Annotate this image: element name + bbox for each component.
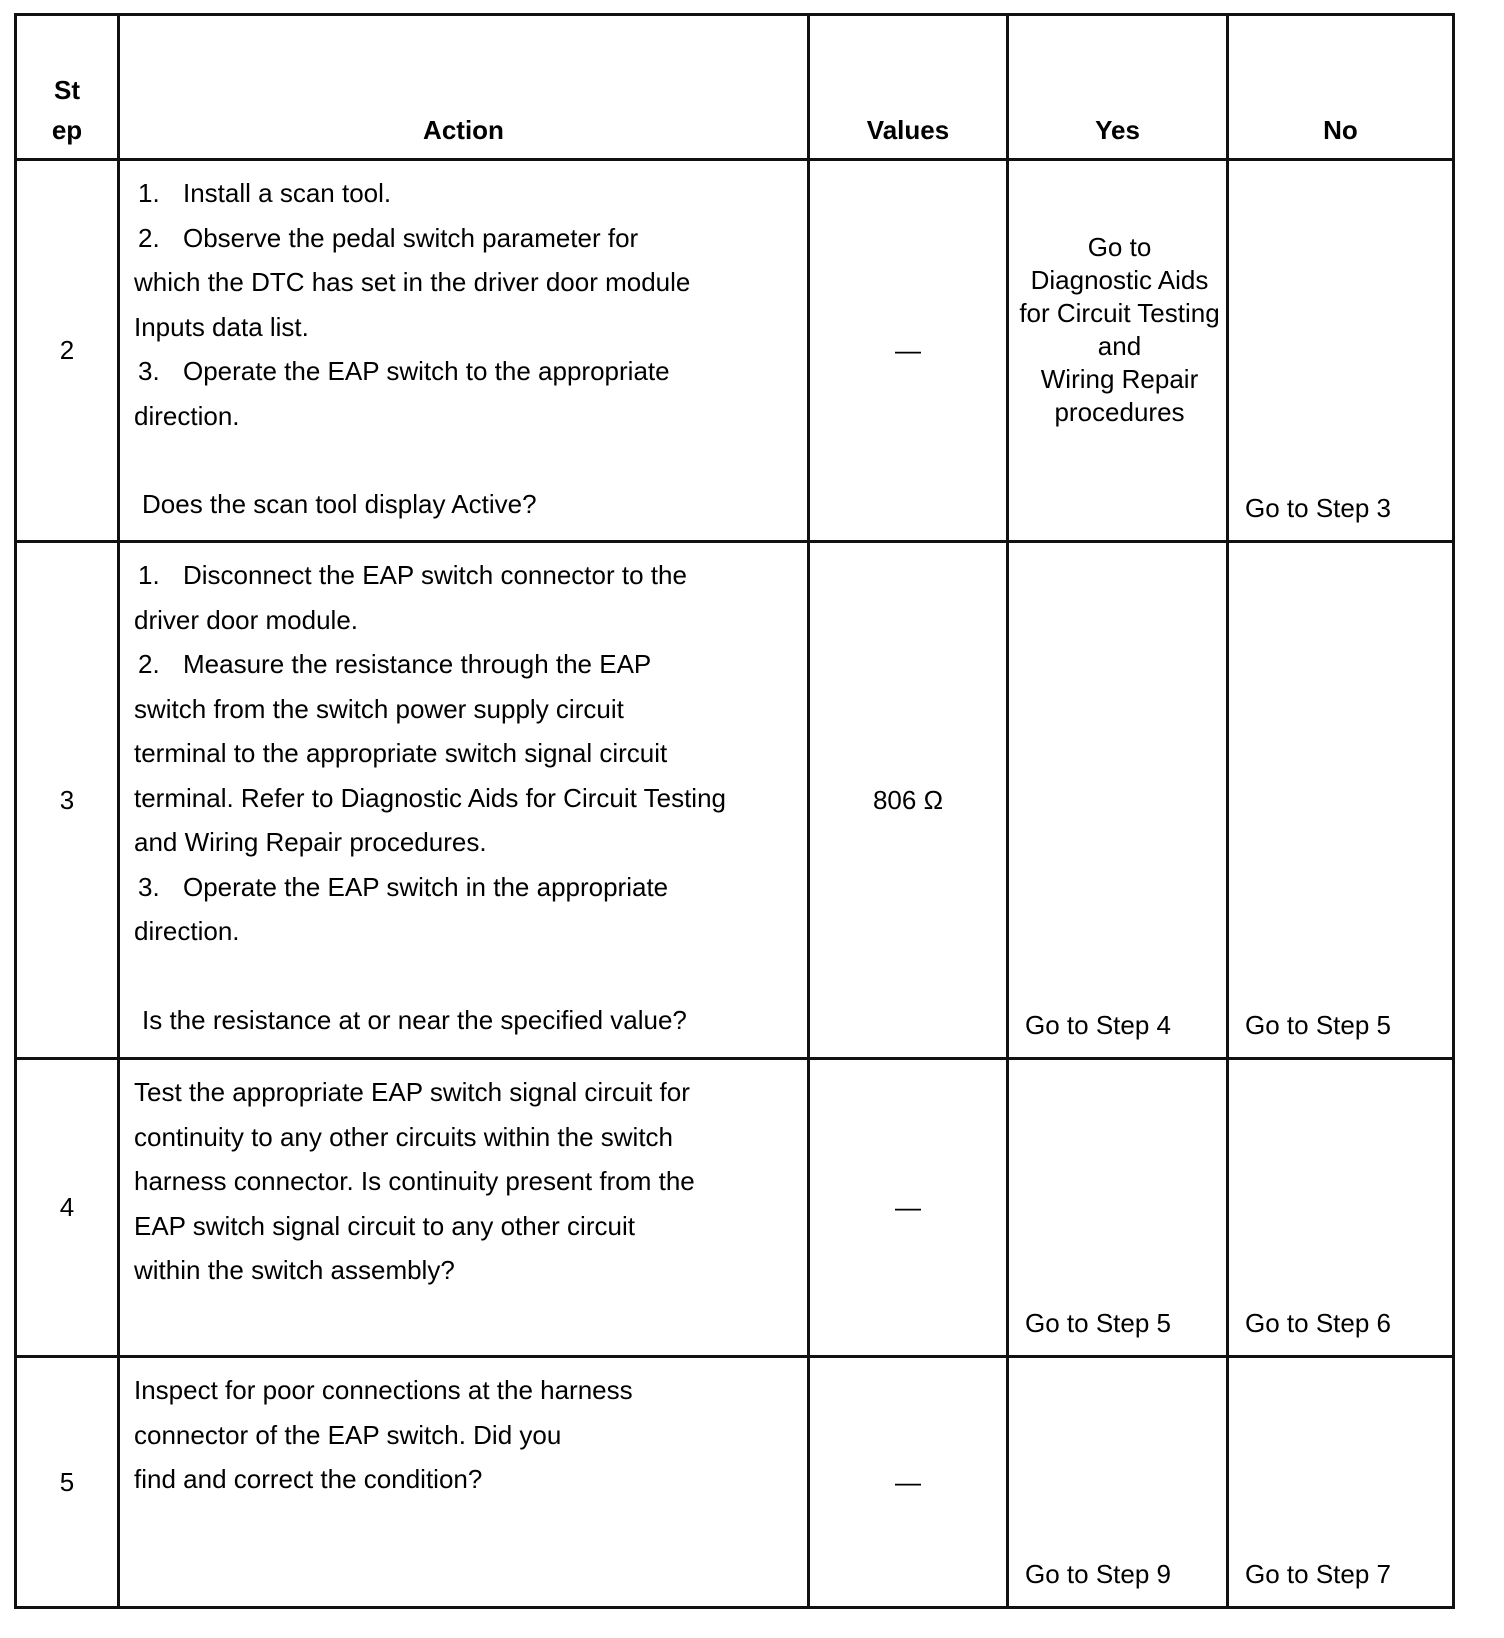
header-step-line1: St	[54, 75, 80, 105]
diagnostic-table	[14, 13, 1455, 1609]
step-number: 5	[16, 1357, 119, 1608]
header-step	[16, 15, 119, 160]
action-line: Inputs data list.	[134, 311, 309, 342]
action-line: 2. Observe the pedal switch parameter for	[138, 222, 639, 253]
action-line: 1. Install a scan tool.	[138, 178, 392, 208]
no-goto: Go to Step 6	[1245, 1307, 1391, 1338]
action-line: direction.	[134, 916, 240, 946]
header-values: Values	[809, 15, 1008, 160]
action-line: which the DTC has set in the driver door module	[134, 267, 691, 297]
yes-goto: Go to Step 4	[1025, 1009, 1171, 1040]
action-line: connector of the EAP switch. Did you	[134, 1419, 562, 1450]
yes-goto: Go to Step 5	[1025, 1307, 1171, 1338]
action-line: terminal. Refer to Diagnostic Aids for Circuit Testing	[134, 782, 726, 813]
yes-cell	[1008, 160, 1228, 542]
header-yes: Yes	[1008, 15, 1228, 160]
action-line: 1. Disconnect the EAP switch connector to the	[138, 560, 687, 590]
action-line: 2. Measure the resistance through the EAP	[138, 649, 652, 679]
action-line: EAP switch signal circuit to any other circuit	[134, 1210, 635, 1241]
no-cell	[1228, 542, 1454, 1059]
yes-cell	[1008, 1059, 1228, 1357]
no-goto: Go to Step 3	[1245, 492, 1391, 523]
table-row	[16, 1059, 1454, 1357]
action-line: 3. Operate the EAP switch in the appropriate	[138, 871, 669, 902]
action-line: 3. Operate the EAP switch to the appropriate	[138, 356, 670, 386]
no-goto: Go to Step 7	[1245, 1558, 1391, 1589]
yes-cell	[1008, 542, 1228, 1059]
action-question: Does the scan tool display Active?	[142, 489, 537, 519]
action-line: direction.	[134, 400, 240, 431]
action-line: terminal to the appropriate switch signal circuit	[134, 738, 668, 768]
action-line: harness connector. Is continuity present from the	[134, 1166, 695, 1196]
no-cell	[1228, 1059, 1454, 1357]
yes-goto: Go to Step 9	[1025, 1558, 1171, 1589]
no-goto: Go to Step 5	[1245, 1009, 1391, 1040]
table-row	[16, 542, 1454, 1059]
action-line: Inspect for poor connections at the harness	[134, 1375, 633, 1405]
action-line: switch from the switch power supply circuit	[134, 693, 624, 724]
header-action: Action	[119, 15, 809, 160]
action-cell	[119, 160, 809, 542]
action-line: continuity to any other circuits within the switch	[134, 1121, 674, 1152]
action-line: within the switch assembly?	[134, 1255, 455, 1285]
action-line: and Wiring Repair procedures.	[134, 827, 487, 857]
step-number: 4	[16, 1059, 119, 1357]
yes-note: Go to Diagnostic Aids for Circuit Testing and Wiring Repair procedures	[1019, 232, 1220, 427]
values-cell: —	[809, 1059, 1008, 1357]
action-line: driver door module.	[134, 604, 358, 635]
table-row	[16, 160, 1454, 542]
yes-cell	[1008, 1357, 1228, 1608]
values-cell: —	[809, 160, 1008, 542]
action-line: find and correct the condition?	[134, 1464, 483, 1494]
action-line: Test the appropriate EAP switch signal circuit for	[134, 1077, 690, 1107]
values-cell: 806 Ω	[809, 542, 1008, 1059]
no-cell	[1228, 160, 1454, 542]
header-step-line2: ep	[51, 115, 83, 145]
step-number: 2	[16, 160, 119, 542]
values-cell: —	[809, 1357, 1008, 1608]
header-no: No	[1228, 15, 1454, 160]
step-number: 3	[16, 542, 119, 1059]
action-cell	[119, 1059, 809, 1357]
action-cell	[119, 542, 809, 1059]
header-row	[16, 15, 1454, 160]
action-cell	[119, 1357, 809, 1608]
no-cell	[1228, 1357, 1454, 1608]
table-row	[16, 1357, 1454, 1608]
action-question: Is the resistance at or near the specified value?	[142, 1004, 687, 1035]
